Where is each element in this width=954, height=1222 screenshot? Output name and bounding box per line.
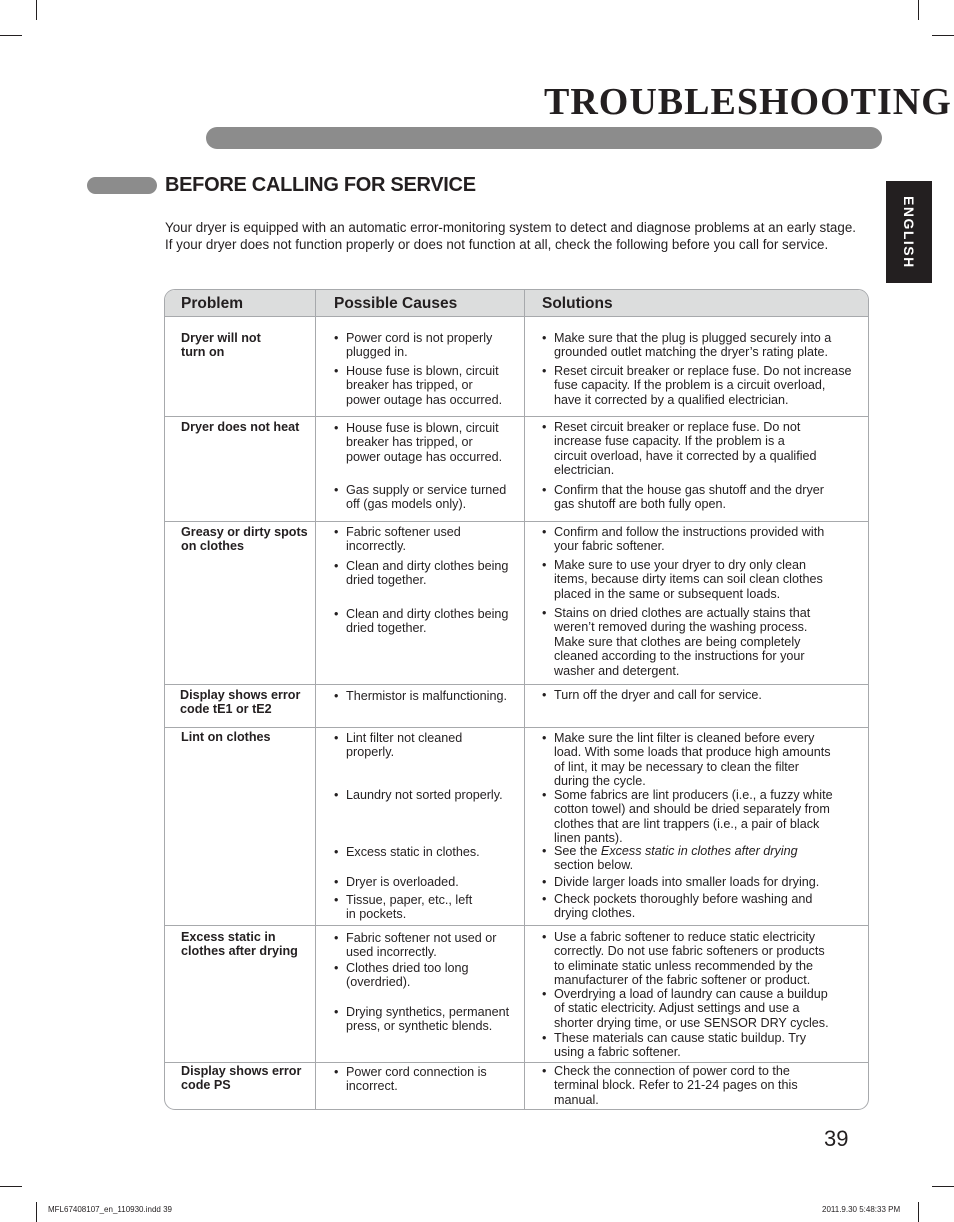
solution-item: • Overdrying a load of laundry can cause a buildup of static electricity. Adjust settings and use a shorter drying time, or use SENSOR DRY cycles. [542, 987, 862, 1030]
crop-mark [932, 1186, 954, 1187]
cause-item: • Laundry not sorted properly. [334, 788, 520, 802]
solution-item: • Divide larger loads into smaller loads for drying. [542, 875, 862, 889]
page-title: TROUBLESHOOTING [544, 81, 952, 123]
cause-item: • Drying synthetics, permanent press, or synthetic blends. [334, 1005, 520, 1034]
cause-item: • Thermistor is malfunctioning. [334, 689, 520, 703]
solution-item: • Make sure that the plug is plugged securely into a grounded outlet matching the dryer’s rating plate. [542, 331, 862, 360]
solution-item-reference [542, 844, 862, 873]
cause-item: • Dryer is overloaded. [334, 875, 520, 889]
section-pill-marker [87, 177, 157, 194]
cause-item: • Clean and dirty clothes being dried together. [334, 607, 520, 636]
solution-item: • Check pockets thoroughly before washing and drying clothes. [542, 892, 862, 921]
row-divider [165, 925, 868, 926]
problem-cell: Dryer does not heat [181, 420, 300, 434]
intro-paragraph: Your dryer is equipped with an automatic error-monitoring system to detect and diagnose problems at an early stage. If your dryer does not function properly or does not function at all, check the following before you call for service. [165, 220, 856, 252]
row-divider [165, 416, 868, 417]
reference-prefix: See the [554, 844, 601, 858]
header-problem: Problem [181, 295, 244, 312]
row-divider [165, 521, 868, 522]
footer-timestamp: 2011.9.30 5:48:33 PM [822, 1205, 901, 1214]
cause-item: • Excess static in clothes. [334, 845, 520, 859]
solution-item: • Reset circuit breaker or replace fuse. Do not increase fuse capacity. If the problem is a circuit overload, have it corrected by a qualified electrician. [542, 420, 862, 478]
title-underline-bar [206, 127, 882, 149]
cause-item: • Clothes dried too long (overdried). [334, 961, 520, 990]
solution-item: • Check the connection of power cord to the terminal block. Refer to 21-24 pages on this manual. [542, 1064, 862, 1107]
solution-item: • Confirm and follow the instructions provided with your fabric softener. [542, 525, 862, 554]
cause-item: • House fuse is blown, circuit breaker has tripped, or power outage has occurred. [334, 364, 520, 407]
solution-item: • Stains on dried clothes are actually stains that weren’t removed during the washing process. Make sure that clothes are being completely cleaned according to the instructions for your washer and detergent. [542, 606, 862, 678]
cause-item: • Lint filter not cleaned properly. [334, 731, 520, 760]
problem-cell: Display shows error code PS [181, 1064, 302, 1093]
cause-item: • Fabric softener used incorrectly. [334, 525, 520, 554]
cause-item: • Power cord is not properly plugged in. [334, 331, 520, 360]
solution-item: • Use a fabric softener to reduce static electricity correctly. Do not use fabric softeners or products to eliminate static unless recommended by the manufacturer of the fabric softener or product. [542, 930, 862, 988]
cause-item: • Fabric softener not used or used incorrectly. [334, 931, 520, 960]
crop-mark [932, 35, 954, 36]
page-number: 39 [824, 1126, 849, 1151]
footer-filename: MFL67408107_en_110930.indd 39 [48, 1205, 172, 1214]
crop-mark [0, 35, 22, 36]
cause-item: • Clean and dirty clothes being dried together. [334, 559, 520, 588]
problem-cell: Dryer will not turn on [181, 331, 261, 360]
troubleshooting-table [164, 289, 869, 1110]
solution-item: • Some fabrics are lint producers (i.e., a fuzzy white cotton towel) and should be dried separately from clothes that are lint trappers (i.e., a pair of black linen pants). [542, 788, 862, 846]
crop-mark [918, 1202, 919, 1222]
solution-item: • Reset circuit breaker or replace fuse. Do not increase fuse capacity. If the problem is a circuit overload, have it corrected by a qualified electrician. [542, 364, 862, 407]
row-divider [165, 684, 868, 685]
solution-item: • Make sure the lint filter is cleaned before every load. With some loads that produce high amounts of lint, it may be necessary to clean the filter during the cycle. [542, 731, 862, 789]
table-header-row [165, 290, 868, 317]
cause-item: • Power cord connection is incorrect. [334, 1065, 520, 1094]
crop-mark [36, 1202, 37, 1222]
reference-section-name: Excess static in clothes after drying [600, 844, 798, 858]
reference-suffix: section below. [554, 858, 634, 873]
crop-mark [36, 0, 37, 20]
header-possible-causes: Possible Causes [334, 295, 458, 312]
section-heading: BEFORE CALLING FOR SERVICE [165, 174, 476, 196]
header-solutions: Solutions [542, 295, 613, 312]
solution-item: • Make sure to use your dryer to dry only clean items, because dirty items can soil clean clothes placed in the same or subsequent loads. [542, 558, 862, 601]
row-divider [165, 727, 868, 728]
solution-item: • Confirm that the house gas shutoff and the dryer gas shutoff are both fully open. [542, 483, 862, 512]
solution-item: • Turn off the dryer and call for service. [542, 688, 862, 702]
row-divider [165, 1062, 868, 1063]
language-tab [886, 181, 932, 283]
crop-mark [918, 0, 919, 20]
solution-item: • These materials can cause static buildup. Try using a fabric softener. [542, 1031, 862, 1060]
problem-cell: Display shows error code tE1 or tE2 [180, 688, 301, 717]
problem-cell: Excess static in clothes after drying [181, 930, 298, 959]
cause-item: • Gas supply or service turned off (gas models only). [334, 483, 520, 512]
column-divider [524, 290, 525, 1109]
crop-mark [0, 1186, 22, 1187]
problem-cell: Greasy or dirty spots on clothes [181, 525, 308, 554]
problem-cell: Lint on clothes [181, 730, 271, 744]
cause-item: • House fuse is blown, circuit breaker has tripped, or power outage has occurred. [334, 421, 520, 464]
language-tab-label: ENGLISH [901, 195, 917, 269]
cause-item: • Tissue, paper, etc., left in pockets. [334, 893, 520, 922]
